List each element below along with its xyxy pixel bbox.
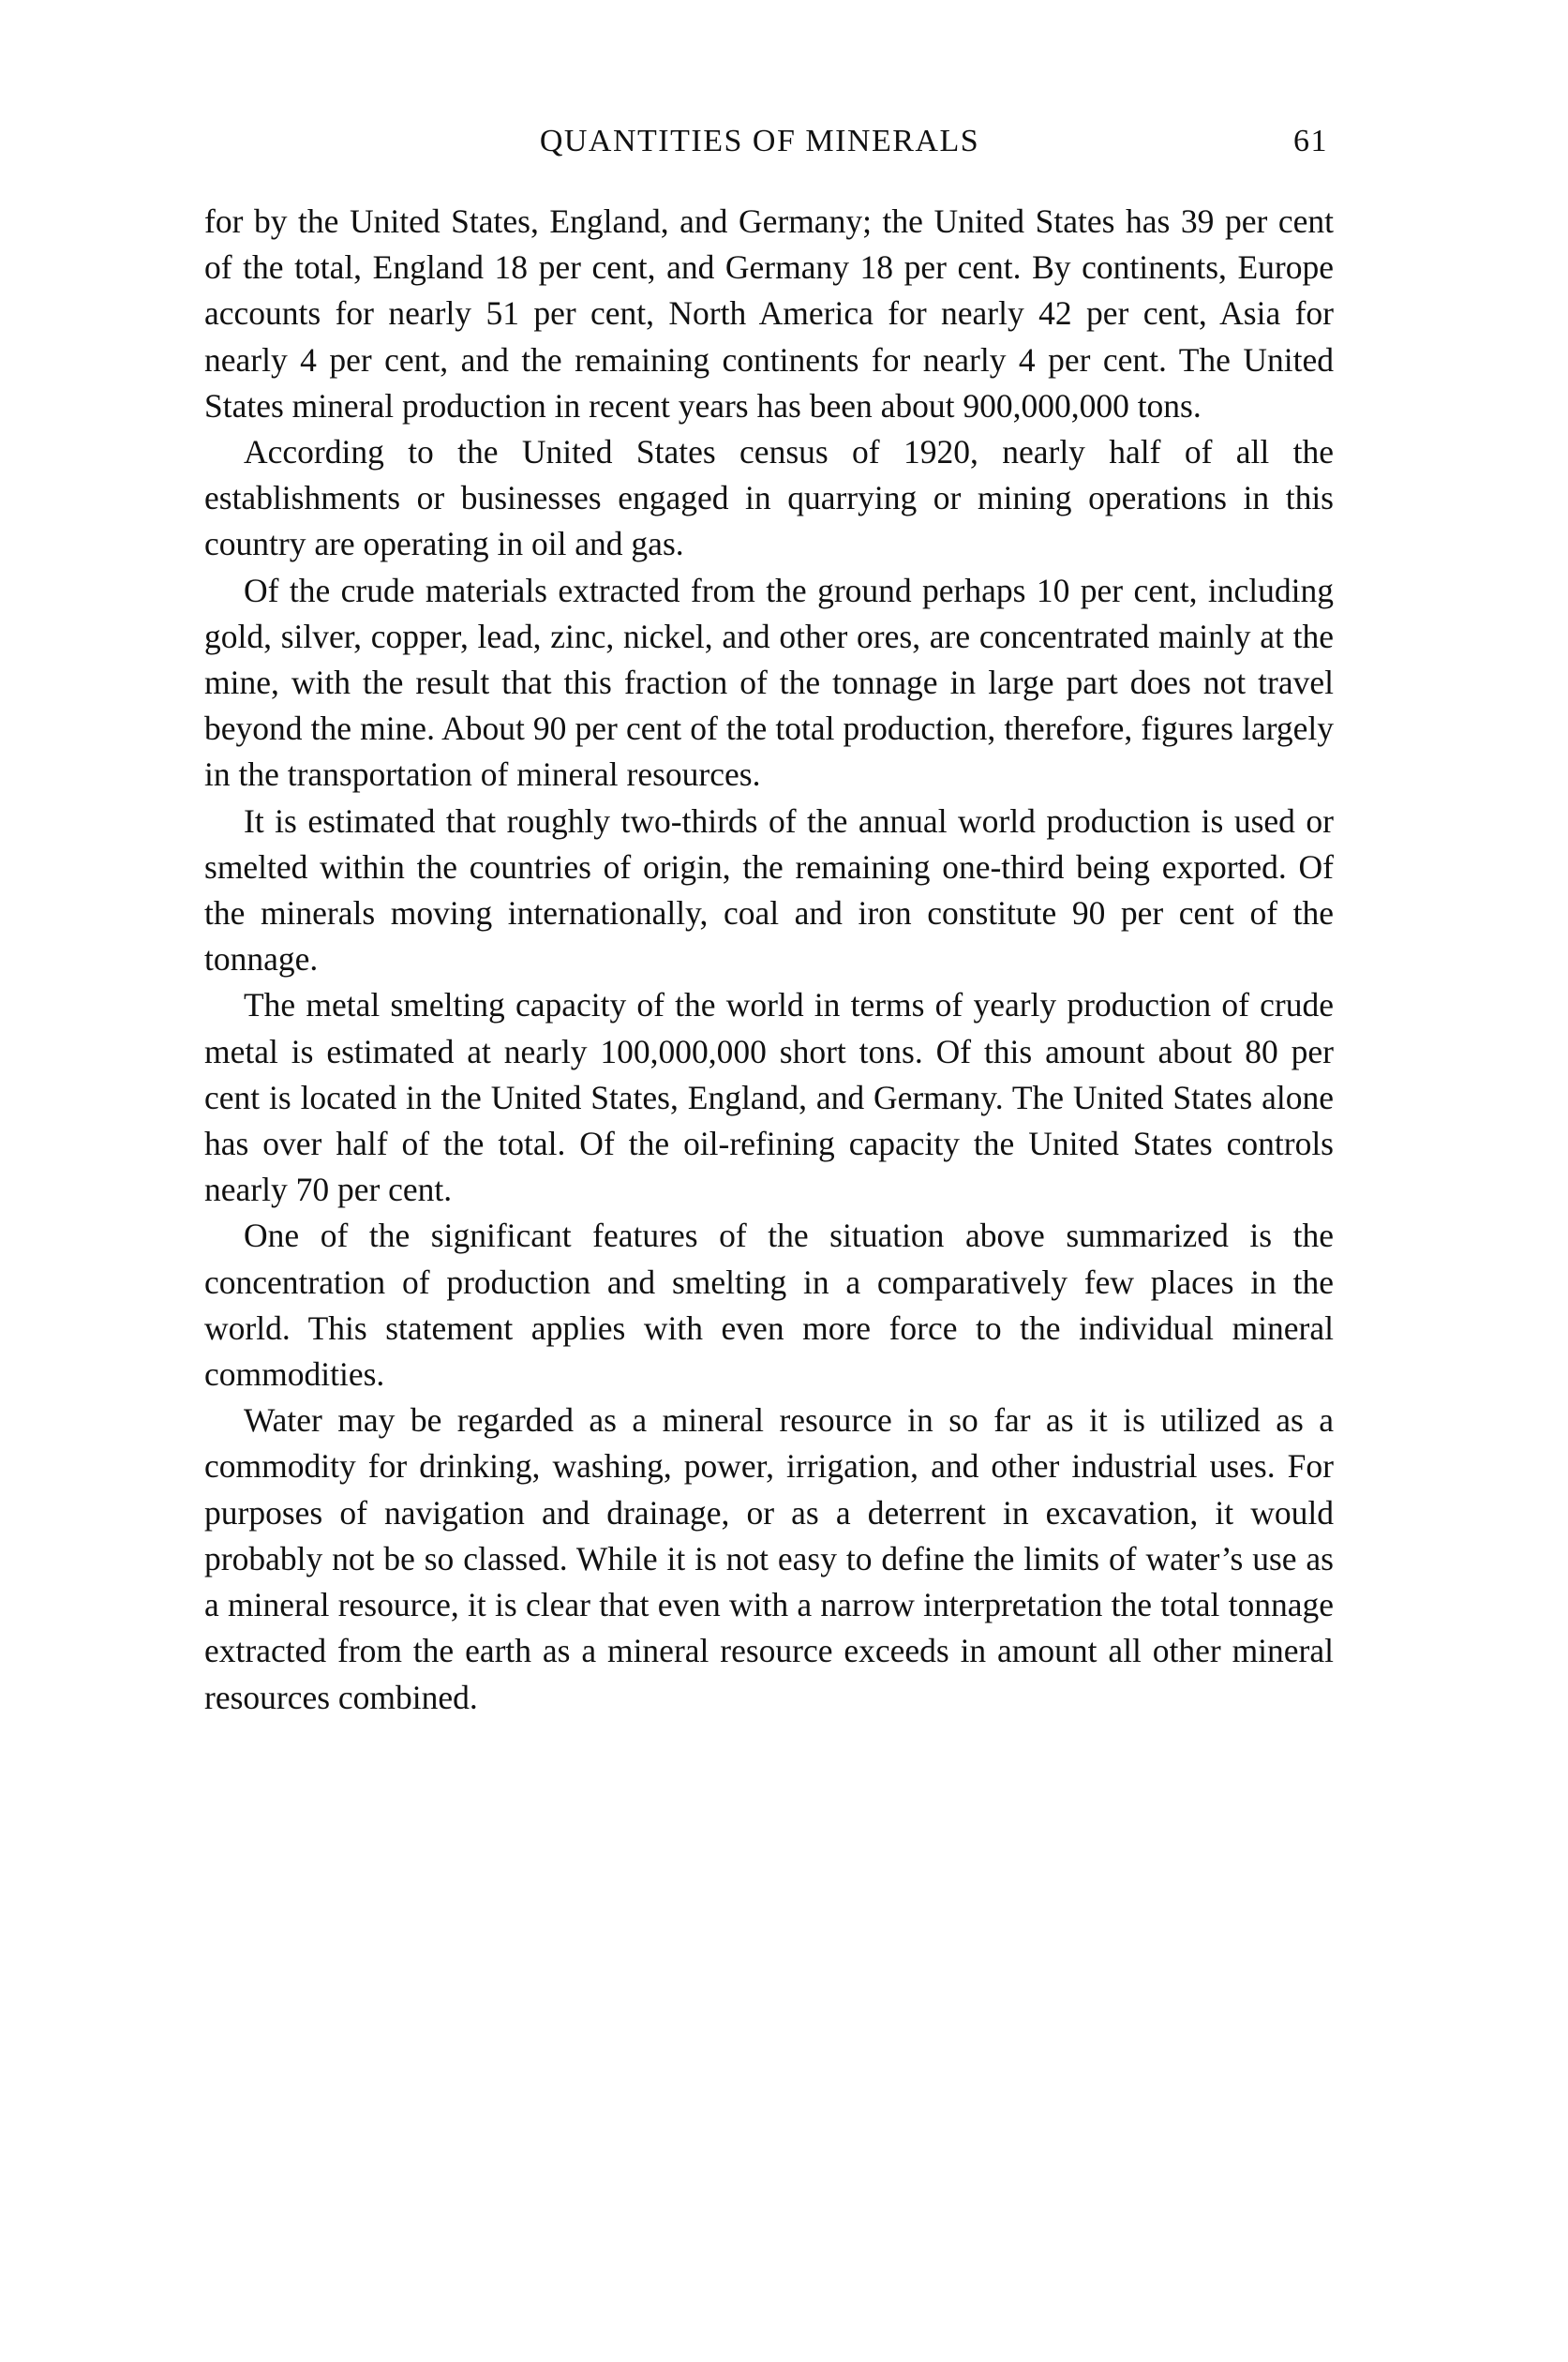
running-header <box>204 124 1334 171</box>
paragraph-census-1920: According to the United States census of 1920, nearly half of all the establishments or businesses engaged in quarrying or mining operations in this country are operating in oil and gas. <box>204 433 1334 563</box>
book-page <box>204 124 1334 1721</box>
paragraph-concentration: One of the significant features of the situation above summarized is the concentration of production and smelting in a comparatively few places in the world. This statement applies with even more force to the individual mineral commodities. <box>204 1217 1334 1394</box>
paragraph-water-resource: Water may be regarded as a mineral resource in so far as it is utilized as a commodity for drinking, washing, power, irrigation, and other industrial uses. For purposes of navigation and drainage, or as a deterrent in excavation, it would probably not be so classed. While it is not easy to define the limits of water’s use as a mineral resource, it is clear that even with a narrow interpretation the total tonnage extracted from the earth as a mineral resource exceeds in amount all other mineral resources combined. <box>204 1401 1334 1716</box>
paragraph-crude-materials: Of the crude materials extracted from the ground perhaps 10 per cent, including gold, silver, copper, lead, zinc, nickel, and other ores, are concentrated mainly at the mine, with the result that this fraction of the tonnage in large part does not travel beyond the mine. About 90 per cent of the total production, therefore, figures largely in the transportation of mineral resources. <box>204 571 1334 794</box>
body-text <box>204 199 1334 1721</box>
paragraph-continued-production-shares: for by the United States, England, and Germany; the United States has 39 per cent of the total, England 18 per cent, and Germany 18 per cent. By continents, Europe accounts for nearly 51 per cent, North America for nearly 42 per cent, Asia for nearly 4 per cent, and the remaining continents for nearly 4 per cent. The United States mineral production in recent years has been about 900,000,000 tons. <box>204 202 1334 425</box>
running-title: QUANTITIES OF MINERALS <box>539 124 980 158</box>
paragraph-world-production-exports: It is estimated that roughly two-thirds of the annual world production is used or smelted within the countries of origin, the remaining one-third being exported. Of the minerals moving internationally, coal and iron constitute 90 per cent of the tonnage. <box>204 801 1334 979</box>
page-number: 61 <box>1293 124 1328 158</box>
paragraph-smelting-capacity: The metal smelting capacity of the world in terms of yearly production of crude metal is estimated at nearly 100,000,000 short tons. Of this amount about 80 per cent is located in the United States, England, and Germany. The United States alone has over half of the total. Of the oil-refining capacity the United States controls nearly 70 per cent. <box>204 986 1334 1209</box>
